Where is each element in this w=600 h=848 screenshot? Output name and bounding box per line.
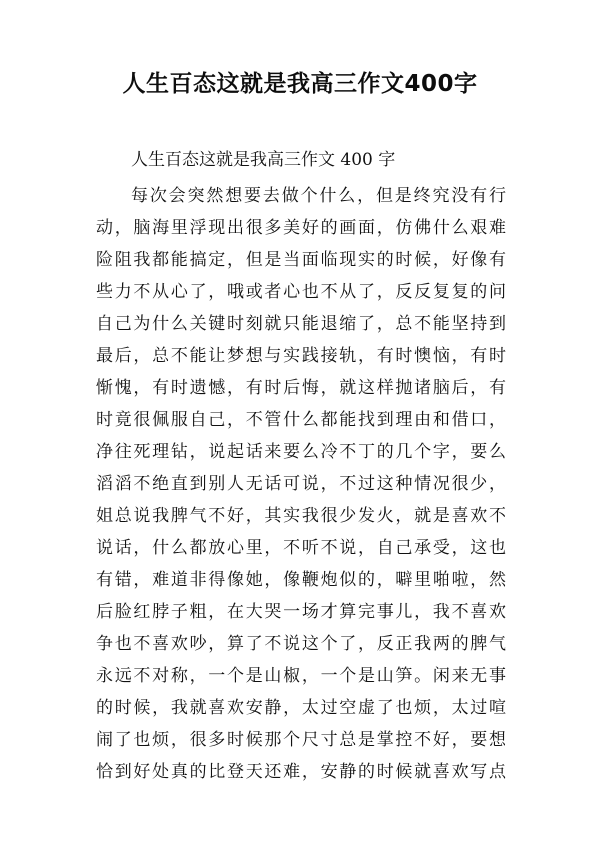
- body-line: 后脸红脖子粗，在大哭一场才算完事儿，我不喜欢: [96, 602, 506, 622]
- body-line: 争也不喜欢吵，算了不说这个了，反正我两的脾气: [96, 634, 506, 654]
- body-line: 说话，什么都放心里，不听不说，自己承受，这也: [96, 538, 506, 558]
- body-line: 有错，难道非得像她，像鞭炮似的，噼里啪啦，然: [96, 570, 506, 590]
- body-line: 险阻我都能搞定，但是当面临现实的时候，好像有: [96, 250, 506, 270]
- body-line: 惭愧，有时遗憾，有时后悔，就这样抛诸脑后，有: [96, 378, 506, 398]
- body-line: 些力不从心了，哦或者心也不从了，反反复复的问: [96, 282, 506, 302]
- body-line: 最后，总不能让梦想与实践接轨，有时懊恼，有时: [96, 346, 506, 366]
- body-line: 永远不对称，一个是山椒，一个是山笋。闲来无事: [96, 666, 506, 686]
- body-line: 滔滔不绝直到别人无话可说，不过这种情况很少，: [96, 474, 506, 494]
- document-subtitle: 人生百态这就是我高三作文 400 字: [131, 150, 396, 170]
- body-line: 时竟很佩服自己，不管什么都能找到理由和借口，: [96, 410, 506, 430]
- body-line: 净往死理钻，说起话来要么冷不丁的几个字，要么: [96, 442, 506, 462]
- body-line: 动，脑海里浮现出很多美好的画面，仿佛什么艰难: [96, 218, 506, 238]
- page-title: 人生百态这就是我高三作文400字: [122, 71, 478, 97]
- body-line: 恰到好处真的比登天还难，安静的时候就喜欢写点: [96, 762, 506, 782]
- body-line: 闹了也烦，很多时候那个尺寸总是掌控不好，要想: [96, 730, 506, 750]
- body-line: 的时候，我就喜欢安静，太过空虚了也烦，太过喧: [96, 698, 506, 718]
- body-text: [96, 180, 506, 788]
- body-line: 自己为什么关键时刻就只能退缩了，总不能坚持到: [96, 314, 506, 334]
- body-line: 每次会突然想要去做个什么，但是终究没有行: [131, 186, 506, 206]
- body-line: 姐总说我脾气不好，其实我很少发火，就是喜欢不: [96, 506, 506, 526]
